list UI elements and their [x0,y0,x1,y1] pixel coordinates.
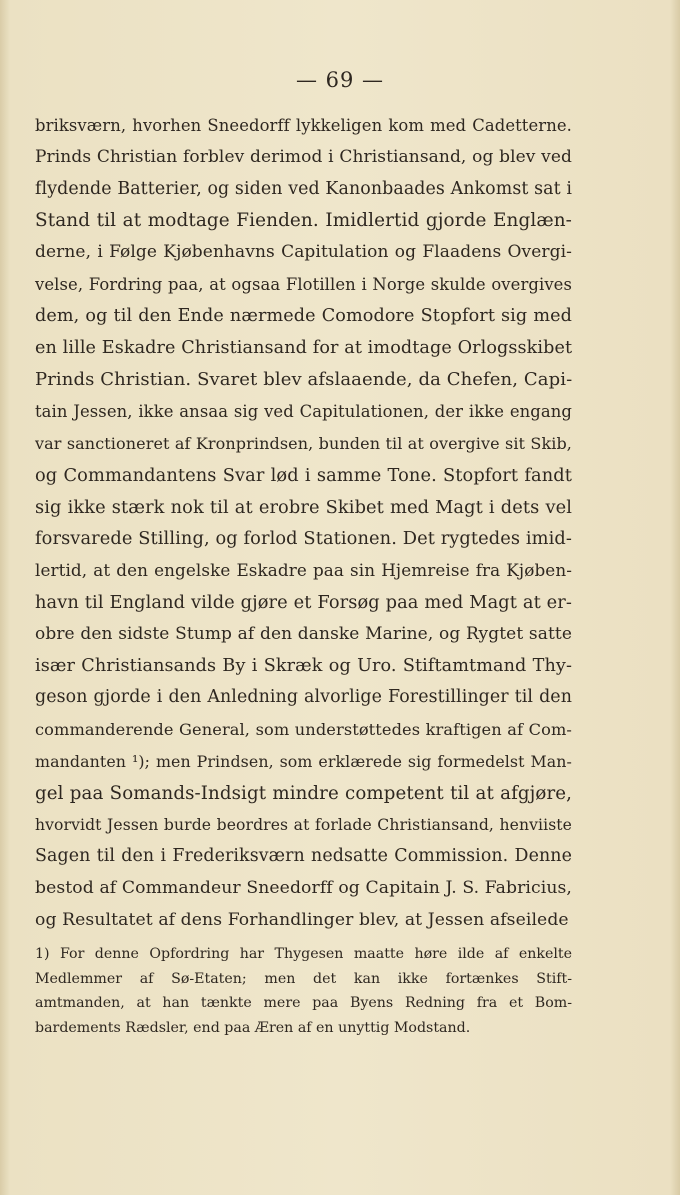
text-line: og Resultatet af dens Forhandlinger blev, at Jessen afseilede [35,909,569,930]
text-line: Prinds Christian forblev derimod i Christiansand, og blev ved [35,146,572,167]
text-line: gel paa Somands-Indsigt mindre competent til at afgjøre, [35,782,572,804]
footnote-line: 1) For denne Opfordring har Thygesen maatte høre ilde af enkelte [35,946,572,962]
text-line: tain Jessen, ikke ansaa sig ved Capitulationen, der ikke engang [35,402,572,422]
text-line: mandanten ¹); men Prindsen, som erklærede sig formedelst Man- [35,751,572,771]
text-line: var sanctioneret af Kronprindsen, bunden til at overgive sit Skib, [35,433,572,453]
text-line: geson gjorde i den Anledning alvorlige Forestillinger til den [35,687,572,708]
text-line: Prinds Christian. Svaret blev afslaaende, da Chefen, Capi- [35,369,573,391]
text-line: briksværn, hvorhen Sneedorff lykkeligen kom med Cadetterne. [35,116,572,135]
text-line: forsvarede Stilling, og forlod Stationen. Det rygtedes imid- [35,528,572,550]
text-line: lertid, at den engelske Eskadre paa sin Hjemreise fra Kjøben- [35,560,572,581]
text-line: derne, i Følge Kjøbenhavns Capitulation og Flaadens Overgi- [35,242,572,263]
text-line: hvorvidt Jessen burde beordres at forlade Christiansand, henviiste [35,815,572,834]
text-line: og Commandantens Svar lød i samme Tone. Stopfort fandt [35,464,572,486]
text-line: en lille Eskadre Christiansand for at imodtage Orlogsskibet [35,337,573,358]
body-text [35,110,572,937]
text-line: Sagen til den i Frederiksværn nedsatte Commission. Denne [35,846,572,867]
text-line: velse, Fordring paa, at ogsaa Flotillen i Norge skulde overgives [35,274,572,294]
text-line: især Christiansands By i Skræk og Uro. Stiftamtmand Thy- [35,655,572,676]
footnote-line: bardements Rædsler, end paa Æren af en unyttig Modstand. [35,1019,471,1036]
text-line: havn til England vilde gjøre et Forsøg paa med Magt at er- [35,591,572,613]
text-line: sig ikke stærk nok til at erobre Skibet med Magt i dets vel [35,496,572,518]
text-line: flydende Batterier, og siden ved Kanonbaades Ankomst sat i [35,178,572,199]
page-number: — 69 — [295,68,385,92]
footnote [35,942,572,1040]
footnote-line: Medlemmer af Sø-Etaten; men det kan ikke fortænkes Stift- [35,970,572,987]
text-line: Stand til at modtage Fienden. Imidlertid gjorde Englæn- [35,210,572,232]
text-line: bestod af Commandeur Sneedorff og Capitain J. S. Fabricius, [35,878,572,899]
footnote-line: amtmanden, at han tænkte mere paa Byens Redning fra et Bom- [35,995,572,1011]
text-line: commanderende General, som understøttedes kraftigen af Com- [35,720,572,740]
text-line: obre den sidste Stump af den danske Marine, og Rygtet satte [35,623,572,644]
text-line: dem, og til den Ende nærmede Comodore Stopfort sig med [35,305,572,326]
